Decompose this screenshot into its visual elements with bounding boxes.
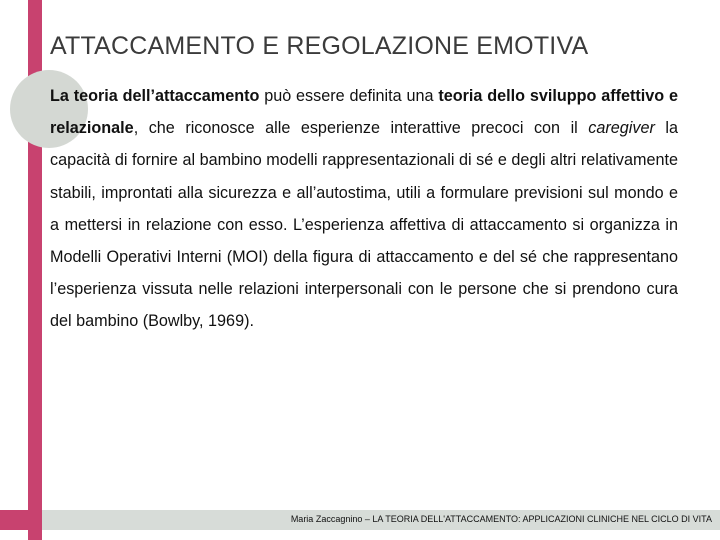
footer-accent-block bbox=[0, 510, 42, 530]
bold-phrase-theory: La teoria dell’attaccamento bbox=[50, 87, 260, 105]
text-segment: può essere definita una bbox=[259, 87, 439, 105]
text-segment: la capacità di fornire al bambino modelli rappresentazionali di sé e degli altri relativamente stabili, improntati alla sicurezza e all’autostima, utili a formulare previsioni sul mondo e a mettersi in relazione con esso. L’esperienza affettiva di attaccamento si organizza in Modelli Operativi Interni (MOI) della figura di attaccamento e del sé che rappresentano l’esperienza vissuta nelle relazioni interpersonali con le persone che si prendono cura del bambino (Bowlby, 1969). bbox=[50, 119, 678, 331]
bold-phrase-development: teoria dello sviluppo affettivo e relazionale bbox=[50, 87, 678, 138]
text-segment: , che riconosce alle esperienze interattive precoci con il bbox=[133, 119, 589, 138]
slide-title: ATTACCAMENTO E REGOLAZIONE EMOTIVA bbox=[50, 32, 589, 60]
footer-credit: Maria Zaccagnino – LA TEORIA DELL'ATTACCAMENTO: APPLICAZIONI CLINICHE NEL CICLO DI VITA bbox=[290, 514, 712, 524]
italic-term-caregiver: caregiver bbox=[588, 119, 655, 138]
body-paragraph bbox=[50, 80, 678, 338]
